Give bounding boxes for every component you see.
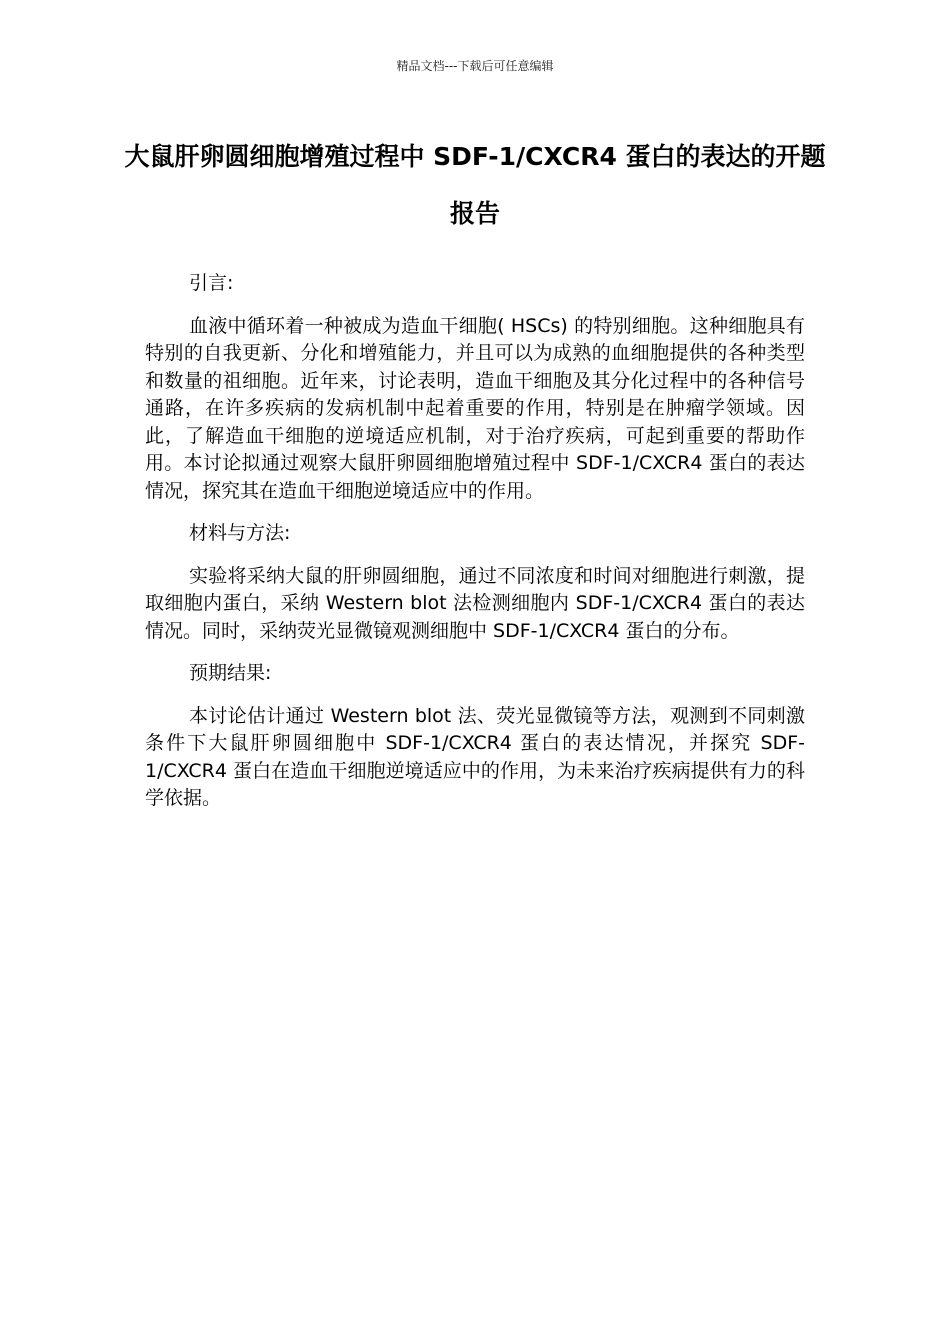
section-label-methods: 材料与方法: [189, 522, 291, 544]
section-label-expected-results: 预期结果: [189, 662, 272, 684]
section-body-methods: 实验将采纳大鼠的肝卵圆细胞，通过不同浓度和时间对细胞进行刺激，提取细胞内蛋白，采纳 Western blot 法检测细胞内 SDF-1/CXCR4 蛋白的表达情况。同时，采纳荧光显微镜观测细胞中 SDF-1/CXCR4 蛋白的分布。 [145, 564, 805, 642]
section-body-expected-results: 本讨论估计通过 Western blot 法、荧光显微镜等方法，观测到不同刺激条件下大鼠肝卵圆细胞中 SDF-1/CXCR4 蛋白的表达情况，并探究 SDF-1/CXCR4 蛋白在造血干细胞逆境适应中的作用，为未来治疗疾病提供有力的科学依据。 [145, 704, 805, 809]
section-label-intro: 引言: [189, 272, 234, 294]
header-note: 精品文档---下载后可任意编辑 [396, 59, 554, 73]
document-title: 大鼠肝卵圆细胞增殖过程中 SDF-1/CXCR4 蛋白的表达的开题报告 [124, 142, 826, 228]
document-body [145, 270, 805, 828]
section-body-intro: 血液中循环着一种被成为造血干细胞( HSCs) 的特别细胞。这种细胞具有特别的自我更新、分化和增殖能力，并且可以为成熟的血细胞提供的各种类型和数量的祖细胞。近年来，讨论表明，造血干细胞及其分化过程中的各种信号通路，在许多疾病的发病机制中起着重要的作用，特别是在肿瘤学领域。因此，了解造血干细胞的逆境适应机制，对于治疗疾病，可起到重要的帮助作用。本讨论拟通过观察大鼠肝卵圆细胞增殖过程中 SDF-1/CXCR4 蛋白的表达情况，探究其在造血干细胞逆境适应中的作用。 [145, 314, 805, 502]
